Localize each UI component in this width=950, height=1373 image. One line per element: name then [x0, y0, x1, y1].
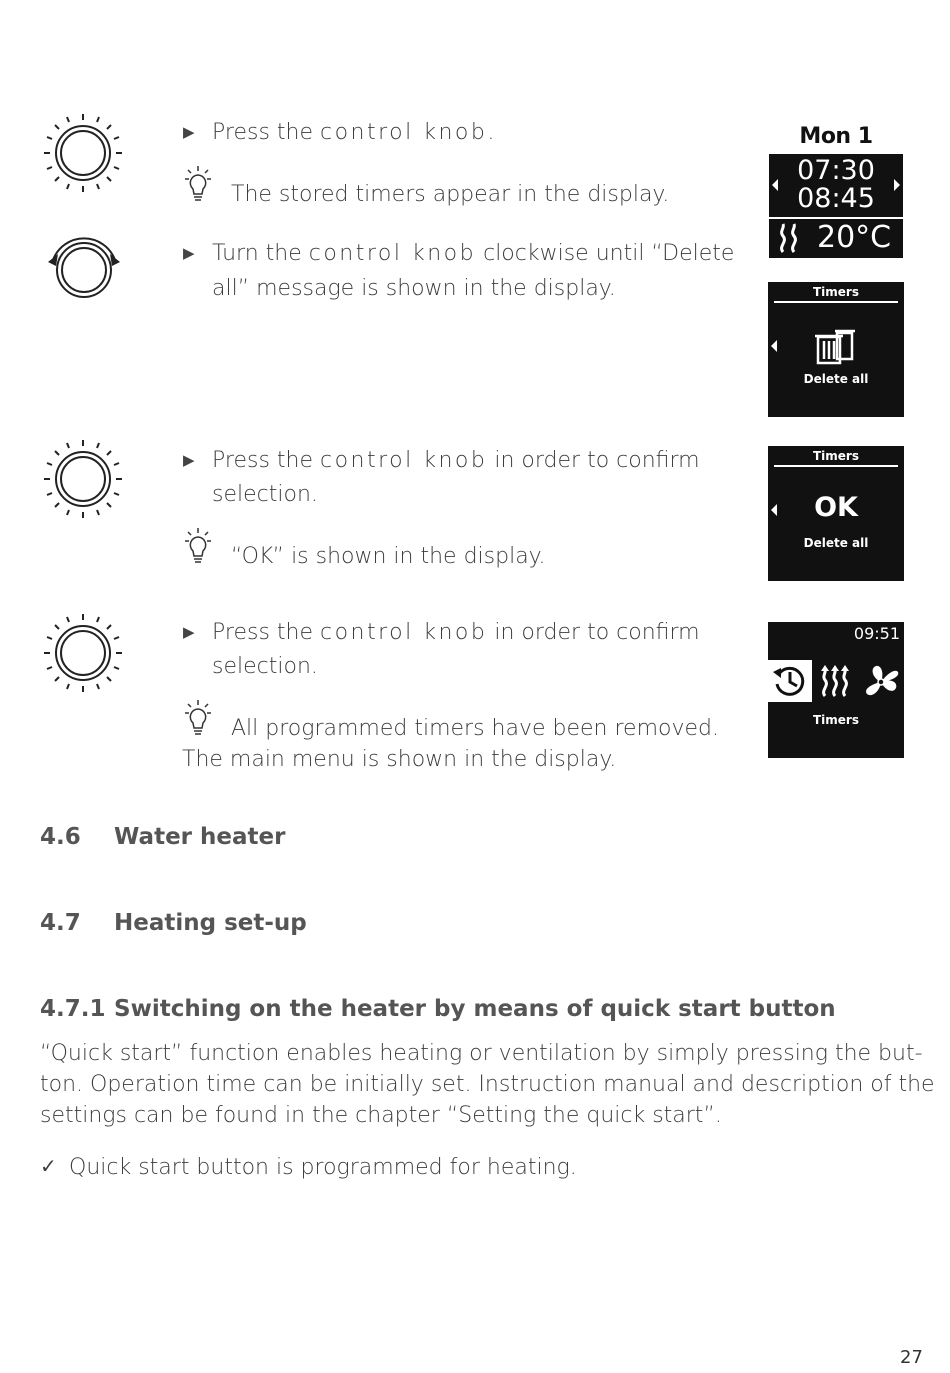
- bullet-triangle-icon: ▶: [183, 123, 195, 141]
- step-2-action-line2: all” message is shown in the display.: [212, 276, 616, 301]
- step-3-action: [212, 444, 700, 478]
- action-text: .: [487, 120, 495, 145]
- checkmark-icon: ✓: [40, 1154, 57, 1178]
- section-heading-4-7-1: [40, 996, 836, 1022]
- arrow-left-icon: [771, 340, 777, 352]
- lightbulb-tip-icon: [182, 165, 214, 205]
- bullet-triangle-icon: ▶: [183, 451, 195, 469]
- display-label: Timers: [812, 713, 859, 727]
- page-number: 27: [900, 1347, 923, 1368]
- display-ok: [768, 446, 904, 581]
- display-label: Delete all: [803, 372, 869, 386]
- action-text: in order to confirm: [487, 620, 700, 645]
- step-1-action: [212, 116, 494, 150]
- section-title: Heating set-up: [114, 910, 307, 936]
- action-text: in order to confirm: [487, 448, 700, 473]
- heating-icon: [818, 664, 854, 700]
- action-text: Turn the: [212, 241, 309, 266]
- knob-press-icon: [42, 438, 124, 520]
- timer-icon: [768, 660, 812, 702]
- paragraph-line: settings can be found in the chapter “Setting the quick start”.: [40, 1103, 722, 1128]
- display-main-menu: [768, 622, 904, 758]
- action-text: Press the: [212, 120, 320, 145]
- action-text: clockwise until “Delete: [476, 241, 735, 266]
- timer-icon-selected: [768, 660, 812, 702]
- divider: [774, 465, 898, 467]
- step-1-tip: The stored timers appear in the display.: [231, 182, 670, 207]
- knob-press-icon: [42, 112, 124, 194]
- timer-time-2: 08:45: [797, 183, 875, 214]
- section-number: 4.6: [40, 824, 81, 850]
- step-3-tip: “OK” is shown in the display.: [231, 544, 546, 569]
- paragraph-line: ton. Operation time can be initially set. Instruction manual and description of the: [40, 1072, 935, 1097]
- display-timers-overview: [768, 124, 904, 258]
- step-4-action: [212, 616, 700, 650]
- display-title: Timers: [812, 449, 859, 463]
- control-knob-term: control knob: [308, 241, 477, 266]
- display-title: Timers: [812, 285, 859, 299]
- paragraph-line: “Quick start” function enables heating or ventilation by simply pressing the but-: [40, 1041, 923, 1066]
- divider: [769, 217, 903, 219]
- lightbulb-tip-icon: [182, 699, 214, 739]
- step-2-action: [212, 237, 734, 271]
- knob-turn-clockwise-icon: [44, 230, 124, 306]
- trash-bin-icon: [815, 327, 857, 365]
- action-text: Press the: [212, 448, 320, 473]
- section-title: Water heater: [114, 824, 286, 850]
- display-ok-text: OK: [814, 492, 858, 523]
- action-text: Press the: [212, 620, 320, 645]
- step-4-tip-line2: The main menu is shown in the display.: [182, 747, 617, 772]
- section-number: 4.7: [40, 910, 81, 936]
- section-title: Switching on the heater by means of quick start button: [114, 996, 836, 1022]
- fan-icon: [862, 664, 900, 700]
- bullet-triangle-icon: ▶: [183, 244, 195, 262]
- display-temperature: 20°C: [817, 220, 892, 255]
- knob-press-icon: [42, 612, 124, 694]
- control-knob-term: control knob: [320, 448, 488, 473]
- section-heading-4-6: [40, 824, 285, 850]
- step-4-action-line2: selection.: [212, 654, 318, 679]
- check-item-text: Quick start button is programmed for heating.: [69, 1155, 577, 1180]
- display-clock: 09:51: [853, 624, 900, 643]
- display-screen: [769, 154, 903, 258]
- section-heading-4-7: [40, 910, 307, 936]
- control-knob-term: control knob: [320, 620, 488, 645]
- display-delete-all: [768, 282, 904, 417]
- lightbulb-tip-icon: [182, 527, 214, 567]
- divider: [774, 301, 898, 303]
- step-4-tip: All programmed timers have been removed.: [231, 716, 719, 741]
- display-day: Mon 1: [799, 124, 873, 149]
- display-label: Delete all: [803, 536, 869, 550]
- bullet-triangle-icon: ▶: [183, 623, 195, 641]
- timer-time-1: 07:30: [797, 155, 875, 186]
- section-number: 4.7.1: [40, 996, 106, 1022]
- heating-icon: [775, 222, 803, 254]
- step-3-action-line2: selection.: [212, 482, 318, 507]
- control-knob-term: control knob: [320, 120, 488, 145]
